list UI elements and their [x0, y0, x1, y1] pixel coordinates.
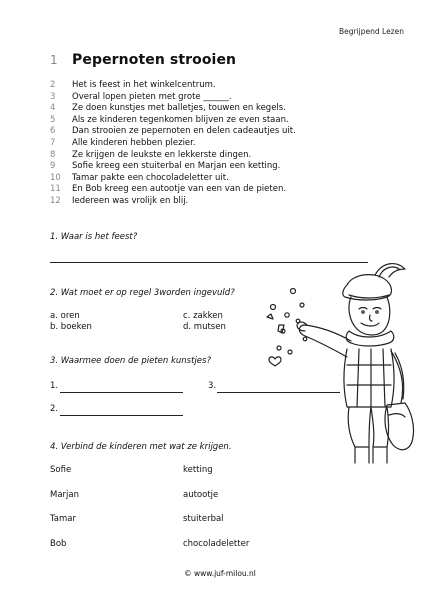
- match-left-item[interactable]: Bob: [50, 539, 67, 549]
- footer-copyright: © www.juf-milou.nl: [184, 569, 256, 578]
- question-2: 2. Wat moet er op regel 3worden ingevuld?: [50, 288, 235, 298]
- piet-illustration: [255, 255, 415, 467]
- line-number: 9: [50, 161, 56, 172]
- line-text: Alle kinderen hebben plezier.: [72, 137, 196, 148]
- story-line: [50, 150, 296, 162]
- story-line: [50, 173, 296, 185]
- story-line: [50, 103, 296, 115]
- line-number: 6: [50, 126, 56, 137]
- line-number: 10: [50, 172, 61, 183]
- match-right-item[interactable]: autootje: [183, 490, 219, 500]
- line-number: 7: [50, 137, 56, 148]
- page-title: Pepernoten strooien: [72, 52, 237, 68]
- line-text: Tamar pakte een chocoladeletter uit.: [72, 172, 229, 183]
- line-number: 5: [50, 114, 56, 125]
- line-text: Overal lopen pieten met grote ______.: [72, 91, 232, 102]
- option-b[interactable]: b. boeken: [50, 322, 92, 332]
- option-d[interactable]: d. mutsen: [183, 322, 226, 332]
- line-text: Het is feest in het winkelcentrum.: [72, 80, 216, 90]
- match-right-item[interactable]: chocoladeletter: [183, 539, 250, 549]
- story-line: [50, 161, 296, 173]
- answer-line-q3-1[interactable]: [60, 392, 183, 393]
- line-text: Sofie kreeg een stuiterbal en Marjan een ketting.: [72, 161, 281, 172]
- header-label: Begrijpend Lezen: [338, 27, 404, 36]
- pepernoten-icons: [267, 289, 307, 367]
- story-line: [50, 115, 296, 127]
- option-c[interactable]: c. zakken: [183, 311, 223, 321]
- story-line: [50, 184, 296, 196]
- story-line: [50, 196, 296, 208]
- question-4: 4. Verbind de kinderen met wat ze krijgen.: [50, 442, 232, 452]
- story-line: [50, 126, 296, 138]
- story-line: [50, 138, 296, 150]
- line-number: 2: [50, 80, 56, 90]
- line-text: Als ze kinderen tegenkomen blijven ze even staan.: [72, 114, 289, 125]
- line-text: En Bob kreeg een autootje van een van de pieten.: [72, 184, 287, 195]
- story-line: [50, 80, 296, 92]
- story-line: [50, 92, 296, 104]
- line-number: 12: [50, 195, 61, 206]
- match-right-item[interactable]: ketting: [183, 465, 213, 475]
- story-lines: [50, 80, 296, 208]
- match-left-item[interactable]: Marjan: [50, 490, 79, 500]
- blank-label-3: 3.: [208, 381, 217, 391]
- line-text: Ze doen kunstjes met balletjes, touwen en kegels.: [72, 103, 286, 114]
- title-line-number: 1: [50, 53, 58, 67]
- question-3: 3. Waarmee doen de pieten kunstjes?: [50, 356, 211, 366]
- match-left-item[interactable]: Sofie: [50, 465, 72, 475]
- answer-line-q3-2[interactable]: [60, 415, 183, 416]
- line-text: Dan strooien ze pepernoten en delen cadeautjes uit.: [72, 126, 296, 137]
- blank-label-2: 2.: [50, 404, 59, 414]
- line-number: 11: [50, 184, 61, 195]
- line-text: Iedereen was vrolijk en blij.: [72, 195, 189, 206]
- title-row: [50, 52, 236, 68]
- question-1: 1. Waar is het feest?: [50, 232, 138, 242]
- line-number: 8: [50, 149, 56, 160]
- line-text: Ze krijgen de leukste en lekkerste dingen.: [72, 149, 252, 160]
- match-right-item[interactable]: stuiterbal: [183, 514, 224, 524]
- match-left-item[interactable]: Tamar: [50, 514, 76, 524]
- option-a[interactable]: a. oren: [50, 311, 80, 321]
- blank-label-1: 1.: [50, 381, 59, 391]
- line-number: 3: [50, 91, 56, 102]
- line-number: 4: [50, 103, 56, 114]
